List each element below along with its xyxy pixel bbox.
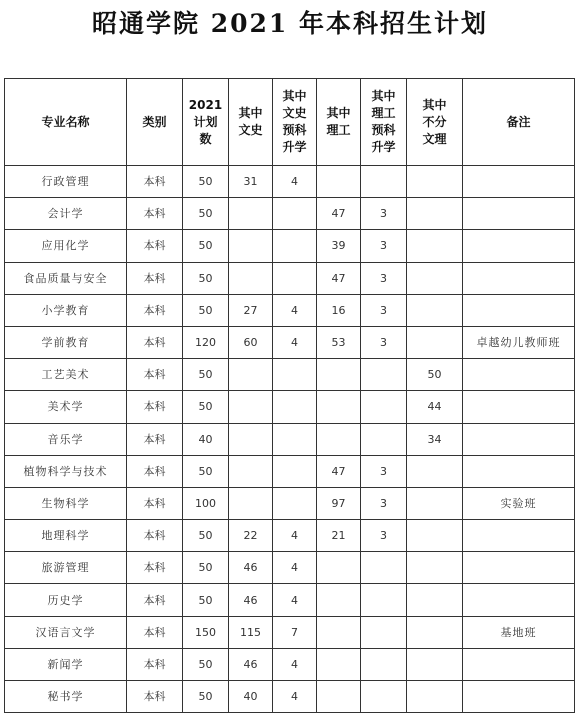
header-text-line: 升学 [282, 140, 307, 154]
cell-science-preparatory [361, 423, 407, 455]
cell-major-name: 工艺美术 [5, 359, 127, 391]
cell-category: 本科 [127, 359, 183, 391]
cell-category: 本科 [127, 166, 183, 198]
cell-undivided [407, 487, 463, 519]
cell-plan-count: 40 [183, 423, 229, 455]
cell-science [317, 584, 361, 616]
cell-remarks [463, 359, 575, 391]
header-text-line: 类别 [142, 114, 167, 129]
cell-plan-count: 50 [183, 262, 229, 294]
header-text-line: 其中 [326, 106, 351, 120]
cell-plan-count: 50 [183, 455, 229, 487]
cell-category: 本科 [127, 487, 183, 519]
cell-major-name: 旅游管理 [5, 552, 127, 584]
header-liberal-arts-preparatory [273, 79, 317, 166]
cell-liberal-arts-preparatory: 7 [273, 616, 317, 648]
cell-liberal-arts-preparatory: 4 [273, 584, 317, 616]
cell-science-preparatory: 3 [361, 455, 407, 487]
cell-plan-count: 50 [183, 584, 229, 616]
cell-major-name: 秘书学 [5, 681, 127, 713]
cell-science-preparatory: 3 [361, 487, 407, 519]
cell-remarks [463, 166, 575, 198]
header-text-line: 其中 [282, 89, 307, 103]
cell-liberal-arts-preparatory: 4 [273, 552, 317, 584]
table-row [5, 520, 575, 552]
cell-major-name: 会计学 [5, 198, 127, 230]
cell-remarks [463, 198, 575, 230]
cell-undivided [407, 552, 463, 584]
cell-category: 本科 [127, 391, 183, 423]
header-category [127, 79, 183, 166]
cell-science: 53 [317, 326, 361, 358]
cell-science [317, 423, 361, 455]
header-text-line: 其中 [238, 106, 263, 120]
cell-major-name: 食品质量与安全 [5, 262, 127, 294]
header-text-line: 专业名称 [41, 114, 90, 129]
table-row [5, 584, 575, 616]
cell-liberal-arts-preparatory: 4 [273, 166, 317, 198]
header-science [317, 79, 361, 166]
cell-undivided [407, 230, 463, 262]
header-plan-count [183, 79, 229, 166]
cell-liberal-arts [229, 423, 273, 455]
cell-liberal-arts: 22 [229, 520, 273, 552]
cell-undivided: 44 [407, 391, 463, 423]
cell-science-preparatory [361, 584, 407, 616]
header-text-line: 数 [199, 131, 212, 146]
cell-science: 21 [317, 520, 361, 552]
cell-liberal-arts-preparatory: 4 [273, 326, 317, 358]
cell-category: 本科 [127, 648, 183, 680]
cell-science-preparatory [361, 391, 407, 423]
cell-major-name: 小学教育 [5, 294, 127, 326]
header-text-line: 理工 [371, 106, 396, 120]
cell-liberal-arts-preparatory: 4 [273, 681, 317, 713]
cell-major-name: 历史学 [5, 584, 127, 616]
cell-liberal-arts: 46 [229, 648, 273, 680]
cell-category: 本科 [127, 326, 183, 358]
cell-undivided [407, 455, 463, 487]
cell-liberal-arts-preparatory [273, 391, 317, 423]
cell-undivided [407, 262, 463, 294]
table-row [5, 391, 575, 423]
cell-remarks [463, 584, 575, 616]
cell-category: 本科 [127, 681, 183, 713]
cell-science [317, 648, 361, 680]
cell-remarks [463, 423, 575, 455]
header-text-line: 预科 [371, 123, 396, 137]
cell-liberal-arts-preparatory [273, 230, 317, 262]
header-text-line: 文史 [282, 106, 307, 120]
cell-plan-count: 50 [183, 391, 229, 423]
header-liberal-arts [229, 79, 273, 166]
cell-science: 47 [317, 262, 361, 294]
cell-liberal-arts-preparatory [273, 423, 317, 455]
cell-major-name: 学前教育 [5, 326, 127, 358]
cell-undivided [407, 616, 463, 648]
cell-plan-count: 50 [183, 648, 229, 680]
cell-category: 本科 [127, 520, 183, 552]
cell-science [317, 166, 361, 198]
cell-science-preparatory [361, 616, 407, 648]
cell-liberal-arts-preparatory [273, 262, 317, 294]
cell-plan-count: 50 [183, 294, 229, 326]
cell-science-preparatory [361, 166, 407, 198]
cell-major-name: 美术学 [5, 391, 127, 423]
cell-liberal-arts: 40 [229, 681, 273, 713]
cell-plan-count: 50 [183, 552, 229, 584]
cell-liberal-arts [229, 487, 273, 519]
cell-liberal-arts [229, 230, 273, 262]
cell-undivided [407, 520, 463, 552]
cell-category: 本科 [127, 455, 183, 487]
cell-category: 本科 [127, 198, 183, 230]
cell-liberal-arts-preparatory: 4 [273, 520, 317, 552]
cell-plan-count: 50 [183, 681, 229, 713]
cell-remarks [463, 391, 575, 423]
header-text-line: 其中 [422, 97, 447, 112]
table-row [5, 166, 575, 198]
cell-science: 47 [317, 198, 361, 230]
cell-science [317, 391, 361, 423]
table-row [5, 552, 575, 584]
table-row [5, 326, 575, 358]
table-row [5, 262, 575, 294]
cell-category: 本科 [127, 423, 183, 455]
page-title: 昭通学院 2021 年本科招生计划 [92, 9, 488, 38]
cell-remarks [463, 681, 575, 713]
cell-undivided [407, 166, 463, 198]
cell-undivided [407, 198, 463, 230]
cell-undivided [407, 326, 463, 358]
cell-liberal-arts [229, 198, 273, 230]
cell-plan-count: 150 [183, 616, 229, 648]
cell-category: 本科 [127, 552, 183, 584]
cell-remarks [463, 455, 575, 487]
cell-liberal-arts: 115 [229, 616, 273, 648]
table-row [5, 423, 575, 455]
header-text-line: 其中 [371, 89, 396, 103]
cell-major-name: 应用化学 [5, 230, 127, 262]
cell-science [317, 359, 361, 391]
cell-major-name: 新闻学 [5, 648, 127, 680]
cell-plan-count: 100 [183, 487, 229, 519]
cell-liberal-arts: 27 [229, 294, 273, 326]
cell-major-name: 地理科学 [5, 520, 127, 552]
header-text-line: 理工 [326, 123, 351, 137]
cell-category: 本科 [127, 262, 183, 294]
enrollment-plan-table [4, 78, 575, 713]
cell-plan-count: 50 [183, 359, 229, 391]
cell-science: 39 [317, 230, 361, 262]
cell-undivided [407, 294, 463, 326]
cell-remarks [463, 294, 575, 326]
cell-liberal-arts [229, 391, 273, 423]
cell-undivided [407, 681, 463, 713]
table-row [5, 359, 575, 391]
table-row [5, 230, 575, 262]
cell-category: 本科 [127, 294, 183, 326]
cell-science-preparatory [361, 359, 407, 391]
cell-science: 16 [317, 294, 361, 326]
header-science-preparatory [361, 79, 407, 166]
cell-science [317, 681, 361, 713]
table-row [5, 455, 575, 487]
cell-science-preparatory: 3 [361, 520, 407, 552]
cell-liberal-arts [229, 455, 273, 487]
cell-remarks: 基地班 [463, 616, 575, 648]
cell-remarks: 实验班 [463, 487, 575, 519]
cell-major-name: 音乐学 [5, 423, 127, 455]
cell-major-name: 行政管理 [5, 166, 127, 198]
cell-plan-count: 50 [183, 166, 229, 198]
header-text-line: 备注 [506, 114, 531, 129]
header-text-line: 预科 [282, 123, 307, 137]
cell-plan-count: 50 [183, 520, 229, 552]
cell-remarks [463, 230, 575, 262]
cell-science: 47 [317, 455, 361, 487]
cell-science-preparatory: 3 [361, 230, 407, 262]
cell-liberal-arts-preparatory [273, 198, 317, 230]
cell-remarks [463, 520, 575, 552]
cell-liberal-arts [229, 262, 273, 294]
table-row [5, 294, 575, 326]
cell-science-preparatory: 3 [361, 262, 407, 294]
cell-liberal-arts-preparatory: 4 [273, 648, 317, 680]
header-major-name [5, 79, 127, 166]
table-row [5, 616, 575, 648]
cell-liberal-arts-preparatory [273, 359, 317, 391]
cell-liberal-arts: 31 [229, 166, 273, 198]
cell-liberal-arts: 60 [229, 326, 273, 358]
cell-category: 本科 [127, 230, 183, 262]
cell-major-name: 植物科学与技术 [5, 455, 127, 487]
header-text-line: 升学 [371, 140, 396, 154]
cell-undivided [407, 648, 463, 680]
cell-plan-count: 120 [183, 326, 229, 358]
cell-remarks: 卓越幼儿教师班 [463, 326, 575, 358]
header-undivided [407, 79, 463, 166]
cell-liberal-arts: 46 [229, 584, 273, 616]
cell-remarks [463, 552, 575, 584]
cell-undivided [407, 584, 463, 616]
cell-liberal-arts-preparatory: 4 [273, 294, 317, 326]
header-text-line: 2021 [188, 97, 223, 112]
table-row [5, 648, 575, 680]
cell-science-preparatory: 3 [361, 294, 407, 326]
table-row [5, 198, 575, 230]
cell-liberal-arts-preparatory [273, 455, 317, 487]
cell-science-preparatory: 3 [361, 198, 407, 230]
cell-remarks [463, 262, 575, 294]
cell-science [317, 616, 361, 648]
cell-liberal-arts [229, 359, 273, 391]
cell-science [317, 552, 361, 584]
cell-category: 本科 [127, 616, 183, 648]
cell-liberal-arts-preparatory [273, 487, 317, 519]
table-row [5, 487, 575, 519]
cell-science-preparatory [361, 648, 407, 680]
cell-category: 本科 [127, 584, 183, 616]
header-text-line: 文史 [238, 123, 263, 137]
header-text-line: 不分 [422, 114, 447, 129]
cell-undivided: 34 [407, 423, 463, 455]
header-text-line: 计划 [193, 114, 218, 129]
cell-major-name: 生物科学 [5, 487, 127, 519]
header-text-line: 文理 [422, 131, 447, 146]
header-row [5, 79, 575, 166]
cell-major-name: 汉语言文学 [5, 616, 127, 648]
cell-liberal-arts: 46 [229, 552, 273, 584]
cell-plan-count: 50 [183, 198, 229, 230]
cell-science: 97 [317, 487, 361, 519]
header-remarks [463, 79, 575, 166]
cell-undivided: 50 [407, 359, 463, 391]
cell-science-preparatory [361, 681, 407, 713]
cell-science-preparatory: 3 [361, 326, 407, 358]
table-row [5, 681, 575, 713]
cell-plan-count: 50 [183, 230, 229, 262]
cell-remarks [463, 648, 575, 680]
cell-science-preparatory [361, 552, 407, 584]
